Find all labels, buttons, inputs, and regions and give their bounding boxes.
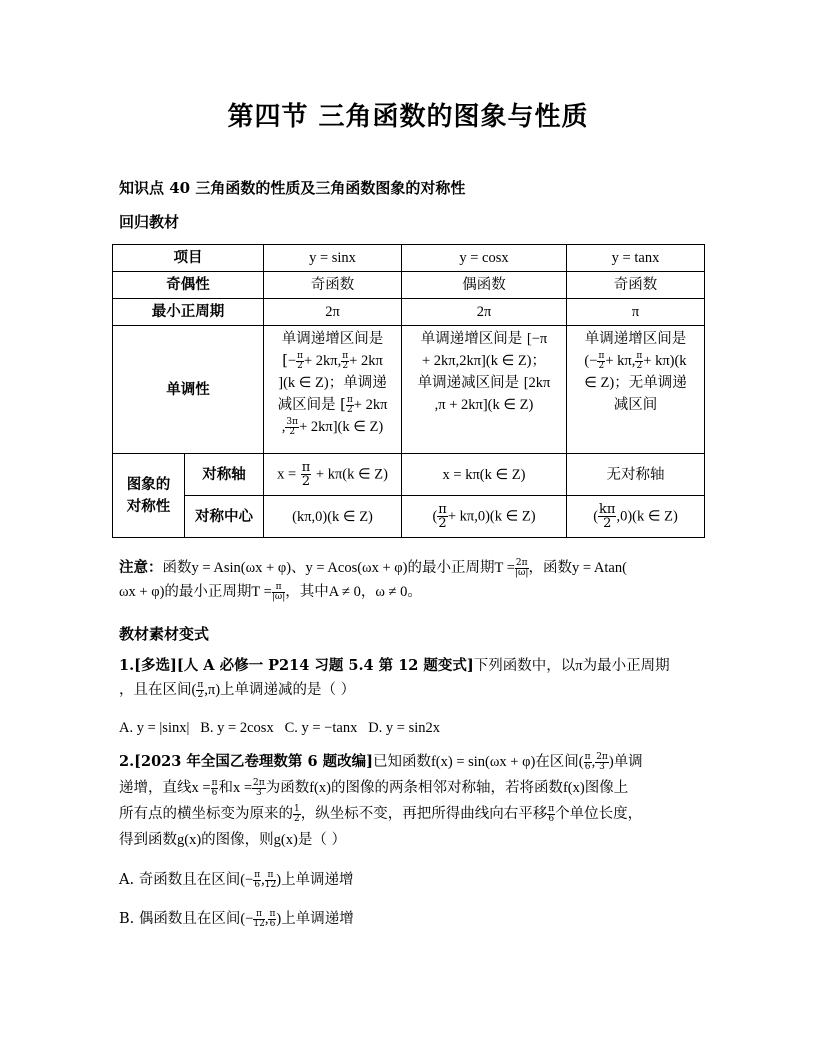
- q2-option-b: B. 偶函数且在区间(− $\frac{\pi}{12}$ , $\frac{\pi}{6}$ )上单调递增: [119, 908, 354, 929]
- question-2: 2.[2023 年全国乙卷理数第 6 题改编]已知函数f(x) = sin(ωx + φ)在区间( $\frac{\pi}{6}$ , $\frac{2\pi}{3}$ )单调 递增，直线x = $\frac{\pi}{6}$ 和x = $\frac{2\pi}{3}$ 为函数f(x)的图像的两条相邻对称轴，若将函数f(x)图像上 所有点的横坐标变为原来的 $\frac{1}{2}$ ，纵坐标不变，再把所得曲线向右平移 $\frac{\pi}{6}$ 个单位长度， 得到函数g(x)的图像，则g(x)是（ ）: [119, 751, 643, 848]
- note-label: 注意：: [119, 559, 163, 576]
- q2-option-a: A. 奇函数且在区间(− $\frac{\pi}{6}$ , $\frac{\pi}{12}$ )上单调递增: [119, 869, 354, 890]
- period-sin: 2π: [264, 299, 402, 326]
- return-heading: 回归教材: [119, 213, 180, 231]
- axis-sin: x = $\frac{\pi}{2}$ + kπ(k ∈ Z): [264, 454, 402, 496]
- period-row: [113, 299, 705, 326]
- header-cos: y = cosx: [402, 245, 567, 272]
- q1-option-c: C. y = −tanx: [284, 720, 358, 736]
- period-tan: π: [567, 299, 705, 326]
- monotonic-cos: 单调递增区间是 [−π + 2kπ,2kπ](k ∈ Z)； 单调递减区间是 [2kπ ,π + 2kπ](k ∈ Z): [402, 326, 567, 454]
- center-cos: ( $\frac{\pi}{2}$ + kπ,0)(k ∈ Z): [402, 496, 567, 538]
- center-sin: (kπ,0)(k ∈ Z): [264, 496, 402, 538]
- page-title: 第四节 三角函数的图象与性质: [227, 102, 589, 132]
- q1-option-d: D. y = sin2x: [368, 720, 441, 736]
- table-header-row: [113, 245, 705, 272]
- monotonic-sin: 单调递增区间是 [− $\frac{\pi}{2}$ + 2kπ, $\frac{\pi}{2}$ + 2kπ ](k ∈ Z)；单调递 减区间是 [ $\frac{\pi}{2}$ + 2kπ , $\frac{3\pi}{2}$ + 2kπ](k ∈ Z): [264, 326, 402, 454]
- center-tan: ( $\frac{k\pi}{2}$ ,0)(k ∈ Z): [567, 496, 705, 538]
- header-sin: y = sinx: [264, 245, 402, 272]
- period-label: 最小正周期: [113, 299, 264, 326]
- parity-sin: 奇函数: [264, 272, 402, 299]
- axis-cos: x = kπ(k ∈ Z): [402, 454, 567, 496]
- header-item: 项目: [113, 245, 264, 272]
- period-cos: 2π: [402, 299, 567, 326]
- variant-heading: 教材素材变式: [119, 625, 210, 643]
- q2-prefix: 2.[2023 年全国乙卷理数第 6 题改编]: [119, 753, 373, 770]
- question-1: 1.[多选][人 A 必修一 P214 习题 5.4 第 12 题变式]下列函数中，以π为最小正周期 ，且在区间( $\frac{\pi}{2}$ ,π)上单调递减的是（ ）: [119, 657, 670, 700]
- parity-cos: 偶函数: [402, 272, 567, 299]
- parity-row: [113, 272, 705, 299]
- axis-tan: 无对称轴: [567, 454, 705, 496]
- q1-options: [119, 720, 440, 737]
- parity-tan: 奇函数: [567, 272, 705, 299]
- header-tan: y = tanx: [567, 245, 705, 272]
- symmetry-axis-row: [113, 454, 705, 496]
- parity-label: 奇偶性: [113, 272, 264, 299]
- monotonic-tan: 单调递增区间是 (− $\frac{\pi}{2}$ + kπ, $\frac{\pi}{2}$ + kπ)(k ∈ Z)；无单调递 减区间: [567, 326, 705, 454]
- monotonic-row: [113, 326, 705, 454]
- q1-option-b: B. y = 2cosx: [200, 720, 274, 736]
- symmetry-label: 图象的 对称性: [113, 454, 185, 538]
- note-paragraph: 注意：函数y = Asin(ωx + φ)、y = Acos(ωx + φ)的最小正周期T = $\frac{2\pi}{|\omega|}$ ，函数y = Atan( ωx + φ)的最小正周期T = $\frac{\pi}{|\omega|}$ ，其中A ≠ 0，ω ≠ 0。: [119, 557, 627, 602]
- symmetry-center-row: [113, 496, 705, 538]
- axis-label: 对称轴: [185, 454, 264, 496]
- properties-table: [112, 244, 705, 538]
- monotonic-label: 单调性: [113, 326, 264, 454]
- q1-prefix: 1.[多选][人 A 必修一 P214 习题 5.4 第 12 题变式]: [119, 657, 474, 674]
- center-label: 对称中心: [185, 496, 264, 538]
- q1-option-a: A. y = |sinx|: [119, 720, 190, 736]
- section-heading: 知识点 40 三角函数的性质及三角函数图象的对称性: [119, 179, 466, 197]
